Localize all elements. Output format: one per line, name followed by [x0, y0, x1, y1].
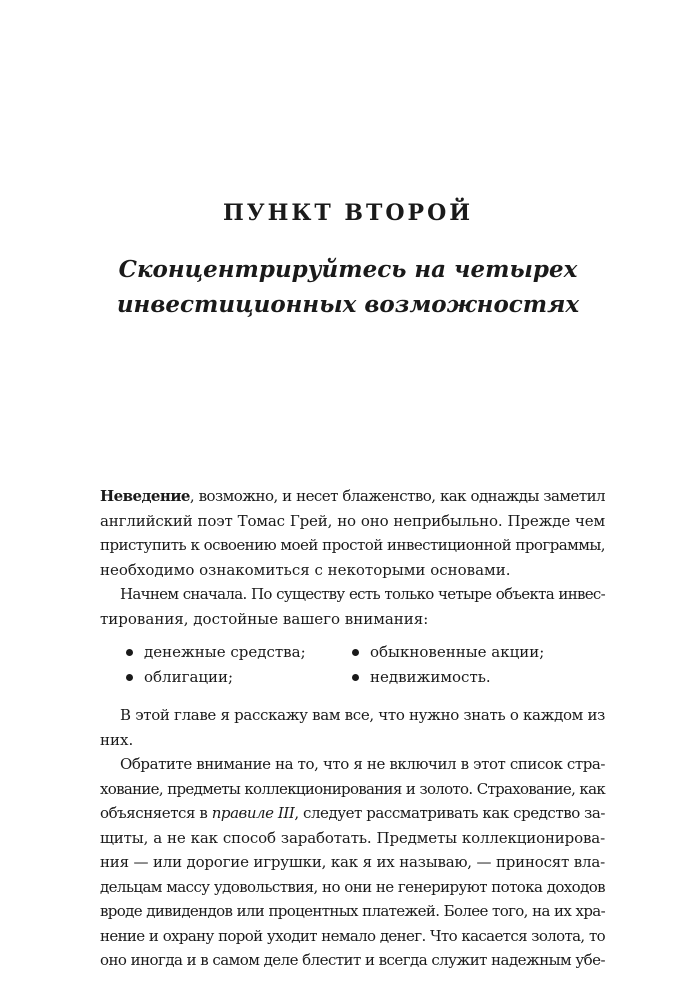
subtitle-line: инвестиционных возможностях [116, 291, 580, 318]
text-line: ния — или дорогие игрушки, как я их называю, — приносят вла- [100, 853, 605, 871]
text-line: В этой главе я расскажу вам все, что нужно знать о каждом из [120, 706, 605, 724]
text-line: вроде дивидендов или процентных платежей. Более того, на их хра- [100, 902, 605, 920]
text-line: хование, предметы коллекционирования и золото. Страхование, как [100, 779, 605, 798]
text-line [100, 484, 605, 509]
list-item [126, 665, 352, 690]
text-line: Начнем сначала. По существу есть только четыре объекта инвес- [120, 585, 605, 603]
bullet-icon [126, 649, 133, 656]
subtitle-line: Сконцентрируйтесь на четырех [118, 256, 578, 283]
text-fragment: объясняется в [100, 804, 212, 822]
list-item-label: денежные средства; [144, 643, 306, 661]
paragraph-1 [100, 484, 605, 582]
bullet-icon [352, 674, 359, 681]
text-line [100, 801, 605, 826]
list-item [126, 640, 352, 665]
text-line: необходимо ознакомиться с некоторыми основами. [100, 560, 511, 579]
bullet-icon [126, 674, 133, 681]
text-line: щиты, а не как способ заработать. Предметы коллекционирова- [100, 828, 605, 847]
list-item [352, 665, 578, 690]
list-item-label: обыкновенные акции; [370, 643, 545, 661]
text-fragment: , возможно, и несет блаженство, как однажды заметил [189, 487, 605, 505]
text-line: них. [100, 730, 134, 749]
paragraph-2 [100, 582, 605, 631]
bullet-list [126, 640, 605, 689]
lead-word: Неведение [100, 487, 190, 505]
rule-reference: правиле III [211, 804, 295, 822]
section-heading: ПУНКТ ВТОРОЙ [222, 200, 474, 226]
text-line: английский поэт Томас Грей, но оно неприбыльно. Прежде чем [100, 511, 605, 530]
text-line: Обратите внимание на то, что я не включил в этот список стра- [120, 755, 605, 773]
text-line: оно иногда и в самом деле блестит и всегда служит надежным убе- [100, 951, 605, 969]
paragraph-3 [100, 703, 605, 752]
text-line: нение и охрану порой уходит немало денег. Что касается золота, то [100, 926, 605, 945]
list-item-label: облигации; [144, 667, 234, 686]
section-subtitle [60, 252, 636, 322]
text-fragment: , следует рассматривать как средство за- [294, 804, 605, 822]
text-line: приступить к освоению моей простой инвестиционной программы, [100, 536, 605, 554]
text-line: тирования, достойные вашего внимания: [100, 609, 429, 628]
list-item-label: недвижимость. [370, 667, 491, 686]
text-line: дельцам массу удовольствия, но они не генерируют потока доходов [100, 877, 605, 896]
body-text [100, 484, 605, 973]
bullet-icon [352, 649, 359, 656]
paragraph-4 [100, 752, 605, 973]
list-item [352, 640, 578, 665]
